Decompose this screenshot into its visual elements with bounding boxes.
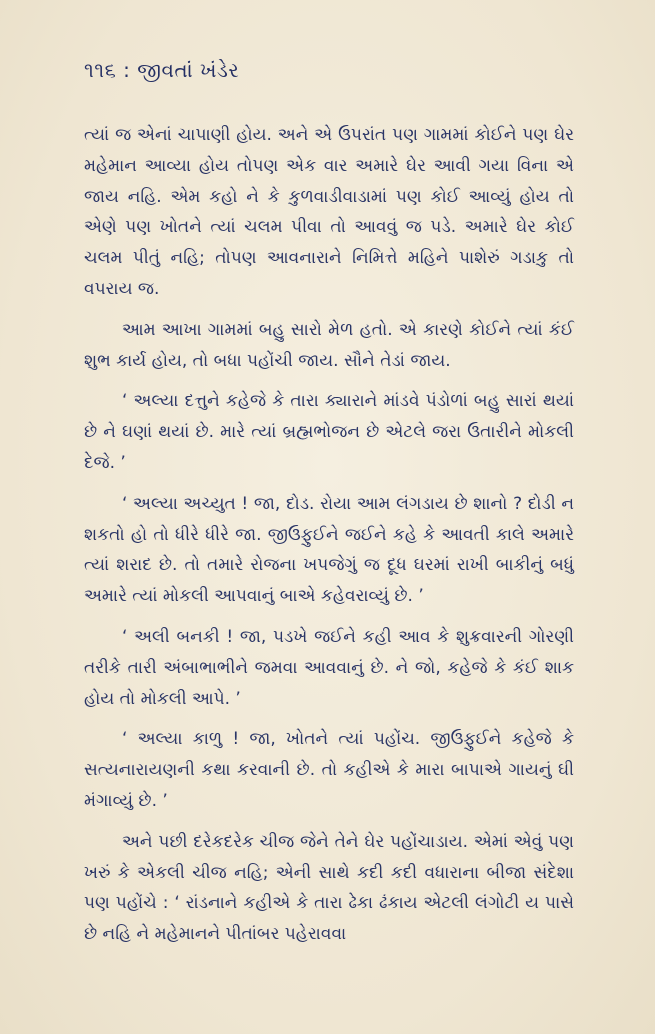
paragraph: અને પછી દરેકદરેક ચીજ જેને તેને ઘેર પહોંચાડાય. એમાં એવું પણ ખરું કે એકલી ચીજ નહિ; એની સાથે કદી કદી વધારાના બીજા સંદેશા પણ પહોંચે : ‘ રાંડનાને કહીએ કે તારા ઢેકા ઢંકાય એટલી લંગોટી ય પાસે છે નહિ ને મહેમાનને પીતાંબર પહેરાવવા	[84, 831, 574, 945]
paragraph: ‘ અલ્યા કાળુ ! જા, ખોતને ત્યાં પહોંચ. જીઉફુઈને કહેજે કે સત્યનારાયણની કથા કરવાની છે. તો કહીએ કે મારા બાપાએ ગાયનું ઘી મંગાવ્યું છે. ’	[84, 729, 574, 811]
body-text	[84, 120, 574, 960]
running-head: ૧૧૬ : જીવતાં ખંડેર	[84, 58, 240, 82]
paragraph: ત્યાં જ એનાં ચાપાણી હોય. અને એ ઉપરાંત પણ ગામમાં કોઈને પણ ઘેર મહેમાન આવ્યા હોય તોપણ એક વાર અમારે ઘેર આવી ગયા વિના એ જાય નહિ. એમ કહો ને કે કુળવાડીવાડામાં પણ કોઈ આવ્યું હોય તો એણે પણ ખોતને ત્યાં ચલમ પીવા તો આવવું જ પડે. અમારે ઘેર કોઈ ચલમ પીતું નહિ; તોપણ આવનારાને નિમિત્તે મહિને પાશેરું ગડાકુ તો વપરાય જ.	[84, 125, 574, 299]
paragraph: ‘ અલ્યા દત્તુને કહેજે કે તારા ક્યારાને માંડવે પંડોળાં બહુ સારાં થયાં છે ને ઘણાં થયાં છે. મારે ત્યાં બ્રહ્મભોજન છે એટલે જરા ઉતારીને મોકલી દેજે. ’	[84, 391, 574, 473]
paragraph: ‘ અલ્યા અચ્યુત ! જા, દોડ. રોયા આમ લંગડાય છે શાનો ? દોડી ન શકતો હો તો ધીરે ધીરે જા. જીઉફુઈને જઈને કહે કે આવતી કાલે અમારે ત્યાં શરાદ છે. તો તમારે રોજના ખપજેગું જ દૂધ ઘરમાં રાખી બાકીનું બધું અમારે ત્યાં મોકલી આપવાનું બાએ કહેવરાવ્યું છે. ’	[84, 493, 574, 607]
paragraph: ‘ અલી બનકી ! જા, પડખે જઈને કહી આવ કે શુક્રવારની ગોરણી તરીકે તારી અંબાભાભીને જમવા આવવાનું છે. ને જો, કહેજે કે કંઈ શાક હોય તો મોકલી આપે. ’	[84, 626, 574, 709]
paragraph: આમ આખા ગામમાં બહુ સારો મેળ હતો. એ કારણે કોઈને ત્યાં કંઈ શુભ કાર્ય હોય, તો બધા પહોંચી જાય. સૌને તેડાં જાય.	[84, 319, 574, 371]
